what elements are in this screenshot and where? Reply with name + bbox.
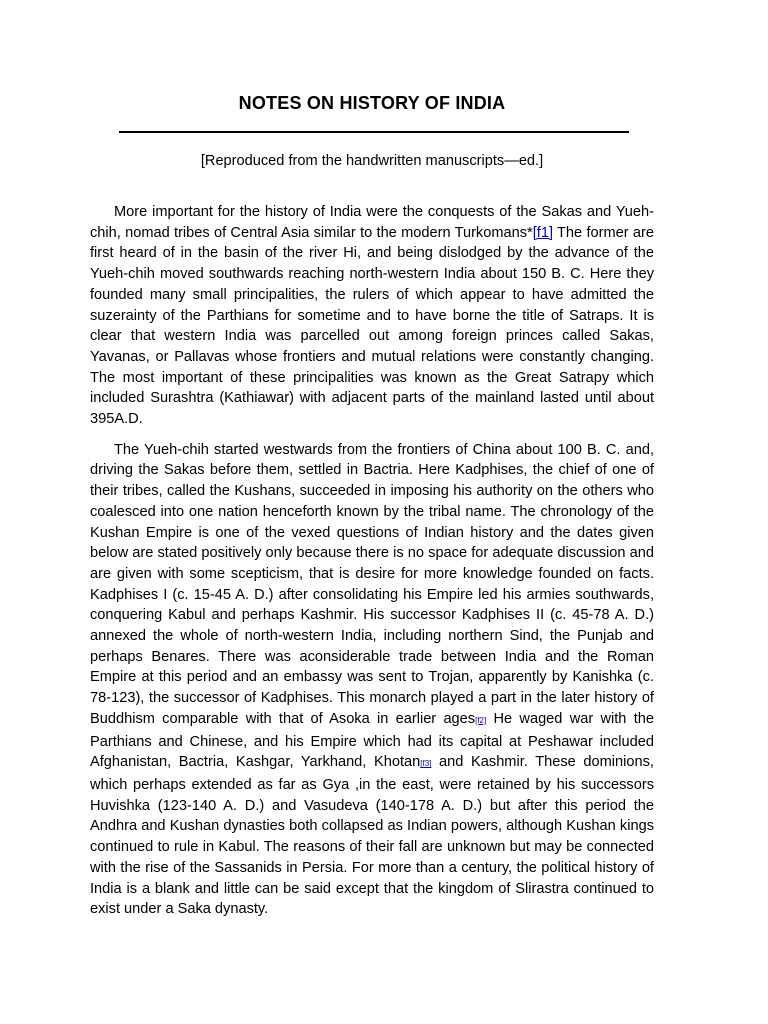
footnote-link-f3[interactable]: [f3]	[420, 759, 432, 769]
footnote-link-f1[interactable]: [f1]	[532, 224, 553, 241]
document-page	[90, 0, 654, 1024]
page-title: NOTES ON HISTORY OF INDIA	[238, 93, 506, 113]
document-body	[90, 202, 654, 920]
page-subtitle: [Reproduced from the handwritten manuscripts—ed.]	[200, 153, 544, 169]
paragraph-2-text-a: The Yueh-chih started westwards from the frontiers of China about 100 B. C. and, driving the Sakas before them, settled in Bactria. Here Kadphises, the chief of one of their tribes, called the Kushans, succeeded in imposing his authority on the others who coalesced into one nation henceforth known by the tribal name. The chronology of the Kushan Empire is one of the vexed questions of Indian history and the dates given below are stated positively only because there is no space for adequate discussion and are given with some scepticism, that is desire for more knowledge founded on facts. Kadphises I (c. 15-45 A. D.) after consolidating his Empire led his armies southwards, conquering Kabul and perhaps Kashmir. His successor Kadphises II (c. 45-78 A. D.) annexed the whole of north-western India, including northern Sind, the Punjab and perhaps Benares. There was aconsiderable trade between India and the Roman Empire at this period and an embassy was sent to Trojan, apparently by Kanishka (c. 78-123), the successor of Kadphises. This monarch played a part in the later history of Buddhism comparable with that of Asoka in earlier ages	[90, 441, 654, 727]
footnote-link-f2[interactable]: [f2]	[475, 715, 487, 725]
paragraph-1-text-a: More important for the history of India were the conquests of the Sakas and Yueh-chih, nomad tribes of Central Asia similar to the modern Turkomans*	[90, 204, 654, 241]
title-underline-rule	[119, 131, 629, 133]
paragraph-2-text-b: He waged war with the Parthians and Chinese, and his Empire which had its capital at Peshawar included Afghanistan, Bactria, Kashgar, Yarkhand, Khotan	[90, 710, 654, 771]
paragraph-1-text-b: The former are first heard of in the basin of the river Hi, and being dislodged by the advance of the Yueh-chih moved southwards reaching north-western India about 150 B. C. Here they founded many small principalities, the rulers of which appear to have admitted the suzerainty of the Parthians for sometime and to have borne the title of Satraps. It is clear that western India was parcelled out among foreign princes called Sakas, Yavanas, or Pallavas whose frontiers and mutual relations were constantly changing. The most important of these principalities was known as the Great Satrapy which included Surashtra (Kathiawar) with adjacent parts of the mainland lasted until about 395A.D.	[90, 224, 654, 428]
paragraph-2	[90, 440, 654, 920]
paragraph-2-text-c: and Kashmir. These dominions, which perhaps extended as far as Gya ,in the east, were retained by his successors Huvishka (123-140 A. D.) and Vasudeva (140-178 A. D.) but after this period the Andhra and Kushan dynasties both collapsed as Indian powers, although Kushan kings continued to rule in Kabul. The reasons of their fall are unknown but may be connected with the rise of the Sassanids in Persia. For more than a century, the political history of India is a blank and little can be said except that the kingdom of Slirastra continued to exist under a Saka dynasty.	[90, 754, 654, 918]
paragraph-1	[90, 202, 654, 430]
